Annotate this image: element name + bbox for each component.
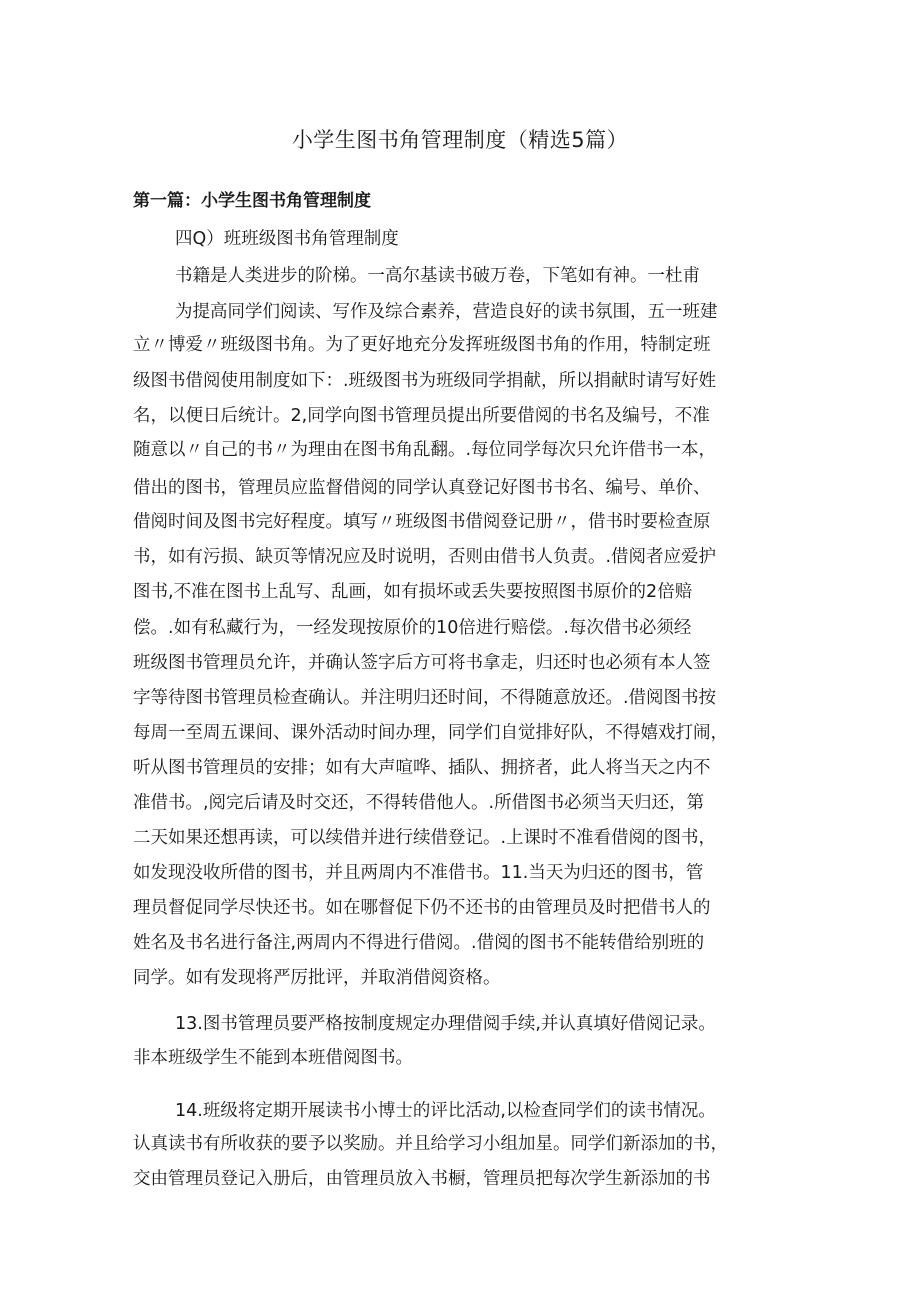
document-title: 小学生图书角管理制度（精选5篇） [291, 128, 629, 152]
paragraph-line: 偿。.如有私藏行为，一经发现按原价的10倍进行赔偿。.每次借书必须经 [133, 618, 692, 638]
section-heading: 第一篇：小学生图书角管理制度 [133, 191, 371, 211]
paragraph-line: 14.班级将定期开展读书小博士的评比活动,以检查同学们的读书情况。 [175, 1101, 716, 1121]
paragraph-line: 准借书。,阅完后请及时交还，不得转借他人。.所借图书必须当天归还，第 [133, 793, 705, 813]
paragraph-line: 借出的图书，管理员应监督借阅的同学认真登记好图书书名、编号、单价、 [133, 478, 711, 498]
paragraph-line: 班级图书管理员允许，并确认签字后方可将书拿走，归还时也必须有本人签 [133, 653, 711, 673]
paragraph-line: 字等待图书管理员检查确认。并注明归还时间，不得随意放还。.借阅图书按 [133, 688, 717, 708]
paragraph-line: 姓名及书名进行备注,两周内不得进行借阅。.借阅的图书不能转借给别班的 [133, 933, 705, 953]
paragraph-line: 四Q）班班级图书角管理制度 [175, 229, 399, 249]
paragraph-line: 随意以〃自己的书〃为理由在图书角乱翻。.每位同学每次只允许借书一本， [133, 440, 717, 460]
paragraph-line: 借阅时间及图书完好程度。填写〃班级图书借阅登记册〃，借书时要检查原 [133, 512, 711, 532]
paragraph-line: 如发现没收所借的图书，并且两周内不准借书。11.当天为归还的图书，管 [133, 863, 704, 883]
paragraph-line: 听从图书管理员的安排；如有大声喧哗、插队、拥挤者，此人将当天之内不 [133, 758, 711, 778]
paragraph-line: 书籍是人类进步的阶梯。一高尔基读书破万卷，下笔如有神。一杜甫 [175, 266, 700, 286]
paragraph-line: 交由管理员登记入册后，由管理员放入书橱，管理员把每次学生新添加的书 [133, 1169, 711, 1189]
paragraph-line: 为提高同学们阅读、写作及综合素养，营造良好的读书氛围，五一班建 [175, 302, 718, 322]
paragraph-line: 名，以便日后统计。2,同学向图书管理员提出所要借阅的书名及编号，不准 [133, 406, 710, 426]
paragraph-line: 立〃博爱〃班级图书角。为了更好地充分发挥班级图书角的作用，特制定班 [133, 335, 711, 355]
paragraph-line: 非本班级学生不能到本班借阅图书。 [133, 1048, 413, 1068]
paragraph-line: 二天如果还想再读，可以续借并进行续借登记。.上课时不准看借阅的图书， [133, 828, 717, 848]
paragraph-line: 同学。如有发现将严厉批评，并取消借阅资格。 [133, 968, 501, 988]
paragraph-line: 认真读书有所收获的要予以奖励。并且给学习小组加星。同学们新添加的书， [133, 1134, 728, 1154]
paragraph-line: 理员督促同学尽快还书。如在哪督促下仍不还书的由管理员及时把借书人的 [133, 898, 711, 918]
paragraph-line: 书，如有污损、缺页等情况应及时说明，否则由借书人负责。.借阅者应爱护 [133, 547, 717, 567]
paragraph-line: 13.图书管理员要严格按制度规定办理借阅手续,并认真填好借阅记录。 [175, 1014, 716, 1034]
paragraph-line: 每周一至周五课间、课外活动时间办理，同学们自觉排好队，不得嬉戏打闹， [133, 723, 728, 743]
paragraph-line: 级图书借阅使用制度如下：.班级图书为班级同学捐献，所以捐献时请写好姓 [133, 371, 717, 391]
paragraph-line: 图书,不准在图书上乱写、乱画，如有损坏或丢失要按照图书原价的2倍赔 [133, 582, 693, 602]
